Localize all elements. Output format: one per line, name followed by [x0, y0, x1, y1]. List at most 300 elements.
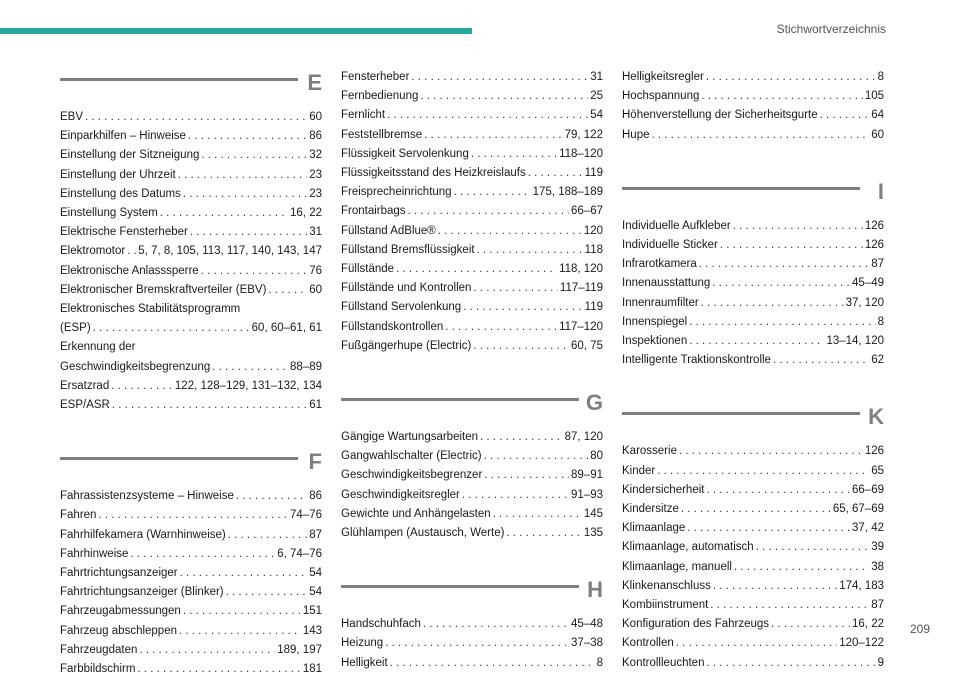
entry-term: Gängige Wartungsarbeiten	[341, 431, 479, 444]
index-entry[interactable]	[622, 106, 884, 125]
entry-term: Fahrzeug abschleppen	[60, 624, 177, 637]
index-section-e	[60, 68, 322, 415]
index-entry[interactable]	[60, 545, 322, 564]
dot-leader	[423, 615, 569, 634]
dot-leader	[484, 466, 569, 485]
index-entry[interactable]	[60, 377, 322, 396]
entry-pages[interactable]: 60	[871, 128, 884, 141]
dot-leader	[396, 260, 557, 279]
section-letter: I	[877, 178, 884, 204]
entry-term: Karosserie	[622, 445, 677, 458]
entry-term: Geschwindigkeitsbegrenzung	[60, 360, 211, 373]
entry-pages[interactable]: 61	[309, 399, 322, 412]
dot-leader	[385, 634, 569, 653]
entry-pages[interactable]: 60	[309, 111, 322, 123]
index-entry[interactable]	[622, 351, 884, 370]
entry-pages[interactable]: 126	[864, 219, 884, 232]
dot-leader	[473, 279, 558, 298]
entry-term: Innenspiegel	[622, 315, 688, 328]
entry-pages[interactable]: 8	[877, 71, 884, 83]
entry-term: Individuelle Sticker	[622, 239, 718, 252]
entry-term: Klimaanlage, manuell	[622, 560, 732, 573]
index-entry[interactable]	[60, 564, 322, 583]
entry-term: Intelligente Traktionskontrolle	[622, 354, 771, 367]
entry-pages[interactable]: 174, 183	[839, 579, 884, 592]
index-entry[interactable]	[60, 166, 322, 185]
entry-term: Füllstände und Kontrollen	[341, 282, 472, 295]
index-entry[interactable]	[60, 319, 322, 338]
dot-leader	[771, 615, 850, 634]
entry-term: Helligkeitsregler	[622, 71, 704, 83]
index-entry[interactable]	[622, 68, 884, 87]
entry-term: (ESP)	[60, 322, 91, 335]
index-entry[interactable]	[622, 519, 884, 538]
dot-leader	[734, 558, 869, 577]
entry-pages[interactable]: 16, 22	[852, 618, 884, 631]
entry-pages[interactable]: 23	[309, 168, 322, 181]
section-heading	[622, 402, 884, 442]
dot-leader	[137, 660, 300, 679]
entry-pages[interactable]: 88–89	[290, 360, 322, 373]
entry-term: Klinkenanschluss	[622, 579, 711, 592]
entry-pages[interactable]: 45–48	[571, 618, 603, 631]
entry-term: Hupe	[622, 128, 650, 141]
entry-pages[interactable]: 25	[590, 90, 603, 103]
index-entry[interactable]	[341, 126, 603, 145]
entry-term: Füllstand Bremsflüssigkeit	[341, 243, 475, 256]
index-entry[interactable]	[622, 126, 884, 145]
entry-term: Infrarotkamera	[622, 258, 697, 271]
dot-leader	[183, 602, 301, 621]
index-entry[interactable]	[341, 428, 603, 447]
entry-pages[interactable]: 45–49	[852, 277, 884, 290]
section-letter: H	[587, 577, 603, 603]
section-letter: G	[585, 390, 603, 416]
index-entry[interactable]	[622, 442, 884, 461]
entry-pages[interactable]: 120	[583, 224, 603, 237]
entry-pages[interactable]: 38	[871, 560, 884, 573]
dot-leader	[445, 318, 557, 337]
entry-pages[interactable]: 87, 120	[564, 431, 603, 444]
entry-pages[interactable]: 145	[583, 507, 603, 520]
dot-leader	[462, 486, 569, 505]
dot-leader	[657, 462, 869, 481]
entry-pages[interactable]: 143	[302, 624, 322, 637]
dot-leader	[710, 596, 869, 615]
entry-pages[interactable]: 91–93	[571, 488, 603, 501]
index-entry[interactable]	[341, 106, 603, 125]
index-entry[interactable]	[341, 183, 603, 202]
entry-pages[interactable]: 62	[871, 354, 884, 367]
index-entry[interactable]	[622, 255, 884, 274]
index-entry[interactable]	[60, 583, 322, 602]
entry-pages[interactable]: 60	[309, 283, 322, 296]
entry-term: Individuelle Aufkleber	[622, 219, 731, 232]
entry-term: Einstellung der Uhrzeit	[60, 168, 176, 181]
index-entry[interactable]	[60, 223, 322, 242]
entry-pages[interactable]: 13–14, 120	[826, 335, 884, 348]
entry-list	[60, 487, 322, 679]
index-entry[interactable]	[622, 462, 884, 481]
entry-term: Hochspannung	[622, 90, 700, 103]
entry-list	[622, 68, 884, 145]
index-entry[interactable]	[341, 68, 603, 87]
entry-term: Fahrzeugabmessungen	[60, 605, 181, 618]
index-entry[interactable]	[60, 242, 322, 261]
dot-leader	[85, 108, 307, 127]
index-entry[interactable]	[341, 654, 603, 673]
index-entry[interactable]	[60, 108, 322, 127]
index-section-continued	[341, 68, 603, 356]
entry-term: Feststellbremse	[341, 128, 423, 141]
dot-leader	[712, 274, 850, 293]
index-entry[interactable]	[341, 279, 603, 298]
entry-term: Höhenverstellung der Sicherheitsgurte	[622, 109, 818, 122]
entry-term: Fahrtrichtungsanzeiger	[60, 567, 178, 580]
entry-term: Geschwindigkeitsregler	[341, 488, 460, 501]
entry-term: Fahren	[60, 509, 97, 522]
index-entry[interactable]	[341, 164, 603, 183]
section-spacer	[341, 356, 603, 388]
entry-pages[interactable]: 80	[590, 450, 603, 463]
dot-leader	[139, 641, 275, 660]
dot-leader	[471, 145, 557, 164]
entry-pages[interactable]: 87	[871, 599, 884, 612]
index-entry[interactable]	[60, 622, 322, 641]
dot-leader	[438, 222, 582, 241]
dot-leader	[506, 524, 581, 543]
section-heading	[622, 177, 884, 217]
entry-pages[interactable]: 9	[877, 656, 884, 669]
entry-pages[interactable]: 16, 22	[290, 207, 322, 220]
dot-leader	[681, 500, 831, 519]
index-entry[interactable]	[622, 538, 884, 557]
entry-term: Klimaanlage, automatisch	[622, 541, 754, 554]
entry-pages[interactable]: 118, 120	[559, 263, 603, 276]
entry-term: Handschuhfach	[341, 618, 421, 631]
entry-term: Glühlampen (Austausch, Werte)	[341, 527, 505, 540]
entry-pages[interactable]: 6, 74–76	[277, 547, 322, 560]
index-entry[interactable]	[341, 298, 603, 317]
dot-leader	[236, 487, 307, 506]
section-spacer	[622, 145, 884, 177]
entry-pages[interactable]: 126	[864, 445, 884, 458]
dot-leader	[190, 223, 307, 242]
entry-pages[interactable]: 105	[864, 90, 884, 103]
index-entry[interactable]	[60, 204, 322, 223]
index-entry[interactable]	[341, 447, 603, 466]
index-entry[interactable]	[341, 466, 603, 485]
entry-pages[interactable]: 66–69	[852, 483, 884, 496]
entry-pages[interactable]: 119	[584, 301, 603, 314]
index-entry[interactable]	[60, 281, 322, 300]
entry-pages[interactable]: 126	[864, 239, 884, 252]
index-entry[interactable]	[60, 506, 322, 525]
index-section-continued	[622, 68, 884, 145]
index-entry[interactable]	[60, 262, 322, 281]
index-entry[interactable]	[622, 274, 884, 293]
dot-leader	[201, 146, 307, 165]
entry-term: Freisprecheinrichtung	[341, 186, 452, 199]
page-number: 209	[909, 622, 930, 636]
entry-pages[interactable]: 31	[590, 71, 603, 83]
entry-pages[interactable]: 37–38	[571, 637, 603, 650]
entry-term-lead: Erkennung der	[60, 341, 136, 354]
dot-leader	[720, 236, 863, 255]
dot-leader	[268, 281, 307, 300]
dot-leader	[756, 538, 870, 557]
index-entry[interactable]	[622, 634, 884, 653]
entry-pages[interactable]: 119	[584, 167, 603, 180]
index-entry[interactable]	[341, 486, 603, 505]
dot-leader	[706, 481, 850, 500]
entry-list	[341, 68, 603, 356]
page-header-title: Stichwortverzeichnis	[776, 22, 886, 36]
entry-pages[interactable]: 151	[302, 605, 322, 618]
index-entry[interactable]	[60, 146, 322, 165]
entry-pages[interactable]: 39	[871, 541, 884, 554]
entry-term: Flüssigkeitsstand des Heizkreislaufs	[341, 167, 526, 180]
entry-term: Elektronischer Bremskraftverteiler (EBV)	[60, 283, 267, 296]
index-entry[interactable]	[60, 487, 322, 506]
entry-pages[interactable]: 189, 197	[277, 643, 322, 656]
entry-pages[interactable]: 117–120	[559, 320, 603, 333]
section-rule	[60, 78, 298, 81]
index-entry[interactable]	[341, 87, 603, 106]
dot-leader	[652, 126, 870, 145]
entry-pages[interactable]: 117–119	[559, 282, 603, 295]
index-section-g	[341, 356, 603, 543]
entry-pages[interactable]: 86	[309, 490, 322, 503]
index-section-i	[622, 145, 884, 371]
entry-term: Füllstände	[341, 263, 395, 276]
entry-term: Kindersitze	[622, 503, 679, 516]
index-entry[interactable]	[622, 217, 884, 236]
index-entry[interactable]	[622, 654, 884, 673]
dot-leader	[127, 242, 136, 261]
index-entry[interactable]	[341, 524, 603, 543]
index-entry[interactable]	[622, 500, 884, 519]
entry-pages[interactable]: 118–120	[559, 147, 603, 160]
entry-pages[interactable]: 60, 60–61, 61	[251, 322, 322, 335]
entry-list	[622, 217, 884, 371]
dot-leader	[687, 519, 850, 538]
dot-leader	[178, 166, 308, 185]
entry-term: Fahrzeugdaten	[60, 643, 138, 656]
dot-leader	[689, 332, 824, 351]
index-entry[interactable]	[60, 396, 322, 415]
entry-term: Konfiguration des Fahrzeugs	[622, 618, 770, 631]
entry-term: Fahrhilfekamera (Warnhinweise)	[60, 528, 226, 541]
header-accent-bar	[0, 28, 472, 34]
index-entry[interactable]	[622, 332, 884, 351]
entry-term: Helligkeit	[341, 656, 388, 669]
entry-term: EBV	[60, 111, 84, 123]
entry-term: Inspektionen	[622, 335, 688, 348]
index-entry[interactable]	[622, 577, 884, 596]
index-entry[interactable]	[60, 526, 322, 545]
index-entry[interactable]	[60, 602, 322, 621]
dot-leader	[408, 202, 569, 221]
dot-leader	[387, 106, 588, 125]
dot-leader	[111, 377, 173, 396]
index-entry[interactable]	[622, 615, 884, 634]
entry-term: Kinder	[622, 464, 656, 477]
dot-leader	[201, 262, 307, 281]
section-spacer	[60, 415, 322, 447]
index-entry[interactable]	[60, 185, 322, 204]
entry-pages[interactable]: 66–67	[571, 205, 603, 218]
index-entry[interactable]	[60, 358, 322, 377]
index-entry[interactable]	[341, 260, 603, 279]
entry-term: Fernbedienung	[341, 90, 419, 103]
entry-pages[interactable]: 37, 120	[845, 296, 884, 309]
index-entry[interactable]	[341, 318, 603, 337]
dot-leader	[733, 217, 863, 236]
entry-pages[interactable]: 64	[871, 109, 884, 122]
entry-term: Klimaanlage	[622, 522, 686, 535]
entry-pages[interactable]: 79, 122	[564, 128, 603, 141]
dot-leader	[706, 68, 876, 87]
dot-leader	[160, 204, 288, 223]
index-entry[interactable]	[341, 241, 603, 260]
dot-leader	[477, 241, 583, 260]
entry-pages[interactable]: 87	[309, 528, 322, 541]
index-entry[interactable]	[622, 87, 884, 106]
entry-pages[interactable]: 5, 7, 8, 105, 113, 117, 140, 143, 147	[138, 245, 322, 258]
entry-term: Frontairbags	[341, 205, 406, 218]
index-entry[interactable]	[341, 202, 603, 221]
entry-pages[interactable]: 54	[590, 109, 603, 122]
entry-term: Einstellung des Datums	[60, 187, 181, 200]
entry-term: Elektrische Fensterheber	[60, 226, 188, 239]
entry-pages[interactable]: 74–76	[290, 509, 322, 522]
entry-pages[interactable]: 37, 42	[852, 522, 884, 535]
entry-pages[interactable]: 76	[309, 264, 322, 277]
index-entry[interactable]	[622, 313, 884, 332]
entry-pages[interactable]: 54	[309, 567, 322, 580]
index-entry[interactable]	[622, 558, 884, 577]
entry-pages[interactable]: 181	[302, 663, 322, 676]
entry-term: Einstellung der Sitzneigung	[60, 149, 200, 162]
entry-pages[interactable]: 135	[583, 527, 603, 540]
section-rule	[341, 585, 579, 588]
entry-pages[interactable]: 60, 75	[571, 339, 603, 352]
entry-term: Kontrollleuchten	[622, 656, 705, 669]
entry-pages[interactable]: 87	[871, 258, 884, 271]
entry-pages[interactable]: 65, 67–69	[832, 503, 884, 516]
index-entry[interactable]	[341, 505, 603, 524]
entry-term: Fahrassistenzsysteme – Hinweise	[60, 490, 234, 503]
dot-leader	[420, 87, 588, 106]
section-heading	[341, 575, 603, 615]
index-entry[interactable]	[622, 481, 884, 500]
entry-list	[341, 428, 603, 543]
index-section-h	[341, 543, 603, 673]
index-column-1	[60, 68, 322, 679]
index-entry[interactable]	[60, 660, 322, 679]
entry-pages[interactable]: 122, 128–129, 131–132, 134	[174, 379, 322, 392]
index-column-2	[341, 68, 603, 673]
section-rule	[60, 457, 298, 460]
dot-leader	[493, 505, 582, 524]
entry-term: Kombiinstrument	[622, 599, 709, 612]
dot-leader	[679, 442, 863, 461]
entry-term: Innenausstattung	[622, 277, 711, 290]
section-letter: F	[308, 449, 322, 475]
entry-term: Gewichte und Anhängelasten	[341, 507, 491, 520]
entry-list	[341, 615, 603, 673]
entry-term: ESP/ASR	[60, 399, 110, 412]
entry-pages[interactable]: 23	[309, 187, 322, 200]
dot-leader	[188, 127, 307, 146]
dot-leader	[484, 447, 589, 466]
entry-pages[interactable]: 175, 188–189	[532, 186, 603, 199]
entry-pages[interactable]: 8	[877, 315, 884, 328]
entry-term: Füllstand AdBlue®	[341, 224, 436, 237]
index-entry[interactable]	[341, 222, 603, 241]
section-rule	[622, 187, 860, 190]
index-entry[interactable]	[341, 615, 603, 634]
section-letter: E	[307, 70, 322, 95]
index-entry[interactable]	[341, 634, 603, 653]
index-section-f	[60, 415, 322, 679]
entry-pages[interactable]: 8	[596, 656, 603, 669]
index-section-k	[622, 370, 884, 672]
index-entry[interactable]	[622, 236, 884, 255]
entry-term: Farbbildschirm	[60, 663, 136, 676]
entry-pages[interactable]: 54	[309, 586, 322, 599]
dot-leader	[228, 526, 307, 545]
dot-leader	[212, 358, 288, 377]
index-entry[interactable]	[622, 596, 884, 615]
index-entry[interactable]	[341, 337, 603, 356]
entry-pages[interactable]: 32	[309, 149, 322, 162]
entry-term: Füllstandskontrollen	[341, 320, 444, 333]
dot-leader	[183, 185, 307, 204]
dot-leader	[699, 255, 869, 274]
entry-term: Elektromotor	[60, 245, 126, 258]
entry-term: Kindersicherheit	[622, 483, 705, 496]
entry-pages[interactable]: 89–91	[571, 469, 603, 482]
dot-leader	[180, 564, 308, 583]
index-entry[interactable]	[341, 145, 603, 164]
index-entry[interactable]	[60, 641, 322, 660]
section-letter: K	[868, 404, 884, 430]
entry-term: Einstellung System	[60, 207, 158, 220]
entry-pages[interactable]: 31	[309, 226, 322, 239]
entry-pages[interactable]: 118	[584, 243, 603, 256]
dot-leader	[473, 337, 569, 356]
entry-pages[interactable]: 65	[871, 464, 884, 477]
entry-term: Ersatzrad	[60, 379, 110, 392]
entry-term: Einparkhilfen – Hinweise	[60, 130, 186, 143]
section-rule	[341, 398, 579, 401]
dot-leader	[226, 583, 308, 602]
index-entry[interactable]	[622, 294, 884, 313]
entry-pages[interactable]: 86	[309, 130, 322, 143]
section-heading	[60, 447, 322, 487]
dot-leader	[454, 183, 531, 202]
entry-pages[interactable]: 120–122	[839, 637, 884, 650]
dot-leader	[689, 313, 875, 332]
index-entry[interactable]	[60, 127, 322, 146]
entry-term: Fußgängerhupe (Electric)	[341, 339, 472, 352]
dot-leader	[701, 294, 844, 313]
index-column-3	[622, 68, 884, 673]
dot-leader	[773, 351, 869, 370]
section-spacer	[622, 370, 884, 402]
